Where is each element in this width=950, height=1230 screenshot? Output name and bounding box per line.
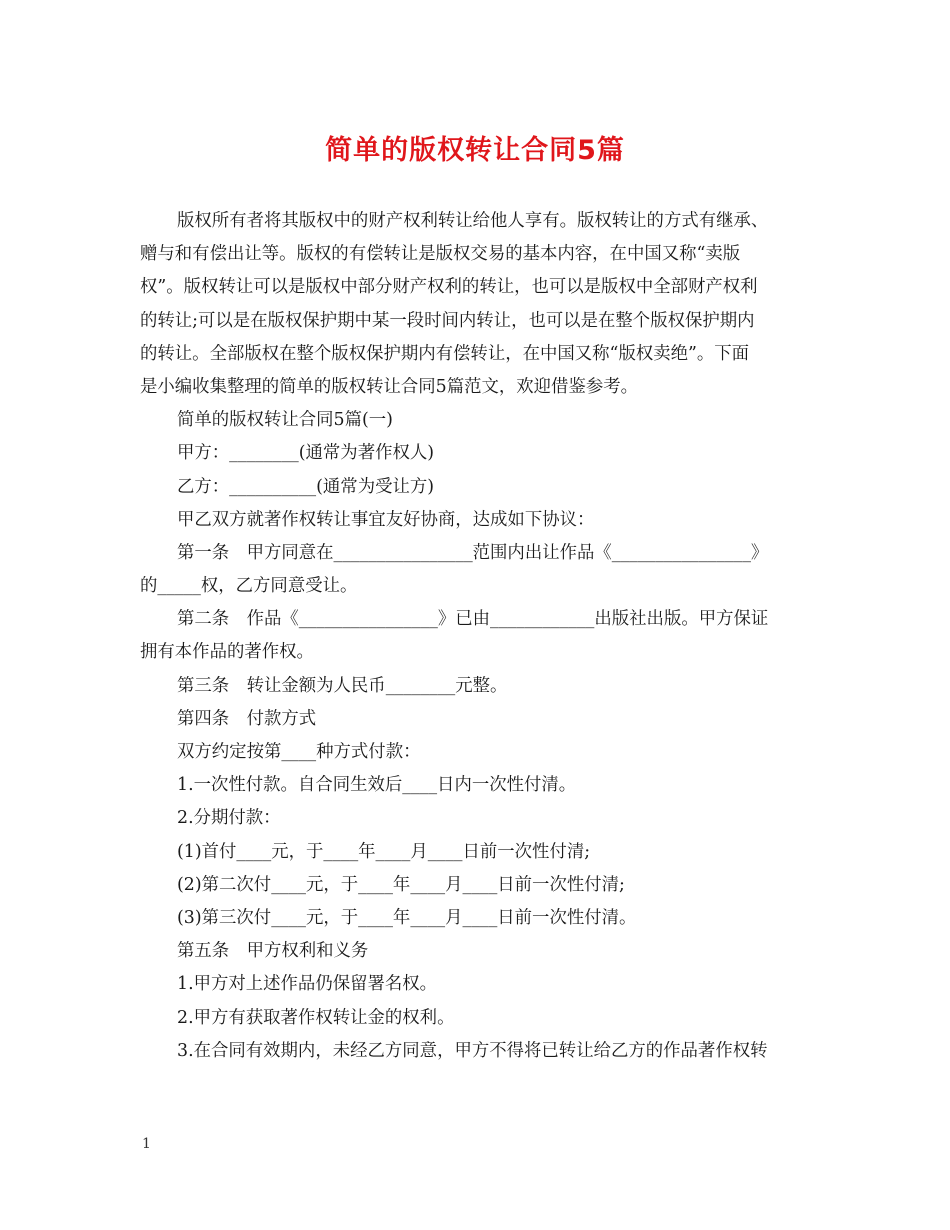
payment-option-2: 2.分期付款：	[177, 808, 281, 829]
agreement-intro: 甲乙双方就著作权转让事宜友好协商，达成如下协议：	[177, 509, 595, 530]
article-4: 第四条 付款方式	[177, 708, 317, 729]
intro-line-6: 是小编收集整理的简单的版权转让合同5篇范文，欢迎借鉴参考。	[140, 376, 639, 397]
article-1-line-1: 第一条 甲方同意在________________范围内出让作品《________________》	[177, 542, 769, 563]
intro-line-3: 权”。版权转让可以是版权中部分财产权利的转让，也可以是版权中全部财产权利	[140, 277, 758, 298]
intro-line-1: 版权所有者将其版权中的财产权利转让给他人享有。版权转让的方式有继承、	[177, 211, 769, 231]
article-1-line-2: 的_____权，乙方同意受让。	[140, 576, 358, 597]
article-2-line-1: 第二条 作品《________________》已由____________出版社出版。甲方保证	[177, 609, 769, 630]
installment-2: (2)第二次付____元，于____年____月____日前一次性付清;	[177, 874, 625, 895]
party-a-line: 甲方：________(通常为著作权人)	[177, 443, 435, 464]
page-number: 1	[142, 1136, 151, 1152]
party-b-line: 乙方：__________(通常为受让方)	[177, 476, 435, 497]
document-title: 简单的版权转让合同5篇	[325, 135, 625, 166]
party-a-right-3: 3.在合同有效期内，未经乙方同意，甲方不得将已转让给乙方的作品著作权转	[177, 1040, 768, 1061]
payment-option-1: 1.一次性付款。自合同生效后____日内一次性付清。	[177, 775, 577, 796]
article-5: 第五条 甲方权利和义务	[177, 941, 369, 962]
intro-line-4: 的转让;可以是在版权保护期中某一段时间内转让，也可以是在整个版权保护期内	[140, 310, 755, 331]
party-a-right-1: 1.甲方对上述作品仍保留署名权。	[177, 974, 438, 995]
intro-line-5: 的转让。全部版权在整个版权保护期内有偿转让，在中国又称“版权卖绝”。下面	[140, 343, 750, 364]
document-body	[140, 205, 812, 1068]
installment-3: (3)第三次付____元，于____年____月____日前一次性付清。	[177, 907, 637, 928]
article-3: 第三条 转让金额为人民币________元整。	[177, 675, 508, 696]
section-heading: 简单的版权转让合同5篇(一)	[177, 410, 393, 431]
article-2-line-2: 拥有本作品的著作权。	[140, 642, 314, 663]
party-a-right-2: 2.甲方有获取著作权转让金的权利。	[177, 1007, 455, 1028]
intro-line-2: 赠与和有偿出让等。版权的有偿转让是版权交易的基本内容，在中国又称“卖版	[140, 244, 741, 265]
payment-intro: 双方约定按第____种方式付款：	[177, 742, 421, 762]
installment-1: (1)首付____元，于____年____月____日前一次性付清;	[177, 841, 591, 862]
